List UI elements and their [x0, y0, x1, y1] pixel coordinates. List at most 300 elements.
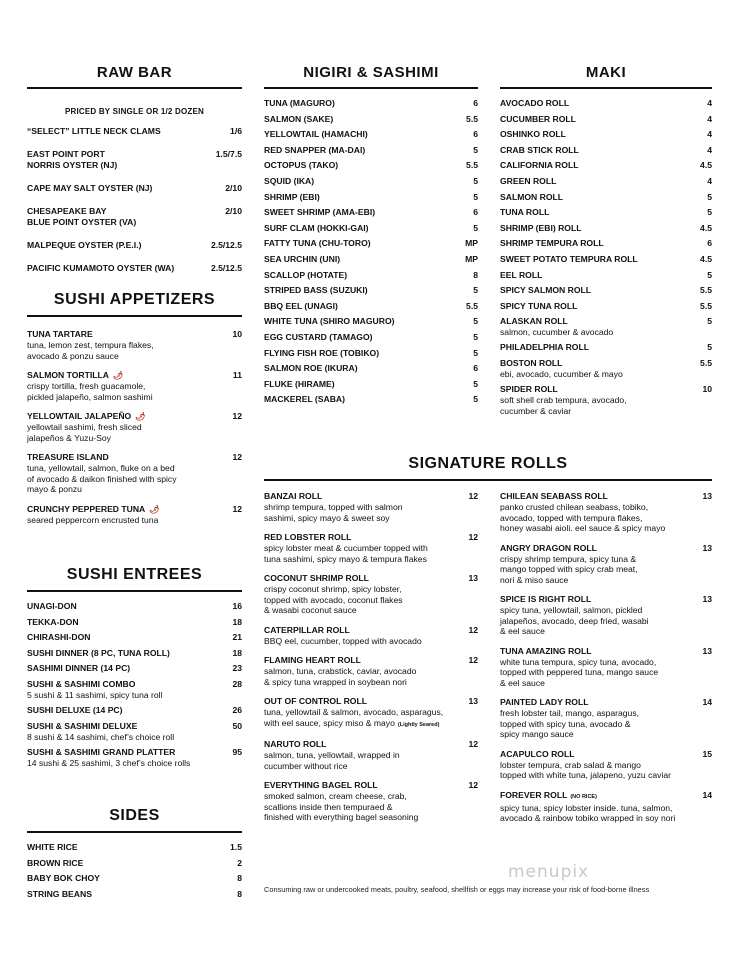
menu-item	[500, 238, 712, 249]
item-price: 2/10	[225, 206, 242, 216]
item-name-text: WHITE RICE	[27, 842, 78, 852]
item-name	[264, 114, 478, 125]
item-name-text: BBQ EEL (UNAGI)	[264, 300, 338, 311]
item-name	[264, 301, 478, 312]
item-description	[264, 636, 478, 647]
menu-item	[500, 176, 712, 187]
menu-item	[27, 206, 242, 228]
item-name	[500, 207, 712, 218]
item-price: 5.5	[466, 113, 478, 124]
item-name	[500, 384, 712, 395]
item-description-text: white tuna tempura, spicy tuna, avocado, topped with peppered tuna, mango sauce & eel sauce	[500, 656, 659, 688]
item-name	[500, 594, 712, 605]
item-name-text: PHILADELPHIA ROLL	[500, 342, 589, 353]
item-name-text: SUSHI DELUXE (14 PC)	[27, 705, 123, 716]
raw-bar-note: PRICED BY SINGLE OR 1/2 DOZEN	[64, 107, 204, 116]
item-price: 12	[468, 491, 478, 501]
item-name-text: OSHINKO ROLL	[500, 129, 566, 140]
item-price: 2/10	[225, 183, 242, 193]
item-description	[27, 732, 242, 743]
item-name-text: PAINTED LADY ROLL	[500, 697, 589, 707]
menu-item	[27, 504, 242, 526]
menu-item	[500, 594, 712, 637]
menu-item	[500, 749, 712, 781]
item-name	[27, 705, 242, 716]
menu-item	[27, 149, 242, 171]
item-name-text: “SELECT” LITTLE NECK CLAMS	[27, 126, 161, 136]
item-name-text: PACIFIC KUMAMOTO OYSTER (WA)	[27, 263, 175, 273]
item-name-text: UNAGI-DON	[27, 601, 77, 611]
item-price: 5	[473, 285, 478, 296]
item-name	[27, 632, 242, 643]
item-price: 6	[473, 98, 478, 108]
item-price: 14	[702, 789, 712, 800]
menu-item	[27, 747, 242, 769]
item-name-text: MACKEREL (SABA)	[264, 394, 346, 405]
item-price: 13	[702, 542, 712, 553]
item-price: 2.5/12.5	[210, 240, 242, 250]
item-name-text: EGG CUSTARD (TAMAGO)	[264, 331, 373, 342]
item-name	[27, 747, 242, 758]
item-price: 15	[702, 748, 712, 759]
item-price: 6	[473, 207, 478, 218]
sushi-entrees-section	[27, 566, 242, 773]
menu-item	[264, 270, 478, 281]
item-name-text: FLYING FISH ROE (TOBIKO)	[264, 347, 380, 358]
item-price: 4.5	[700, 160, 712, 171]
menu-item	[500, 254, 712, 265]
item-name	[27, 206, 242, 228]
item-description-text: ebi, avocado, cucumber & mayo	[500, 369, 623, 379]
item-name	[264, 160, 478, 171]
item-name-text: FLAMING HEART ROLL	[264, 655, 361, 665]
item-name	[500, 238, 712, 249]
item-description-text: crispy tortilla, fresh guacamole, pickled jalapeño, salmon sashimi	[27, 381, 153, 402]
item-description-text: fresh lobster tail, mango, asparagus, topped with spicy tuna, avocado & spicy mango sauce	[500, 708, 640, 739]
menu-item	[27, 452, 242, 495]
item-name-text: SHRIMP TEMPURA ROLL	[500, 238, 604, 249]
item-description-text: lobster tempura, crab salad & mango topped with white tuna, jalapeno, yuzu caviar	[500, 759, 672, 780]
menu-item	[500, 98, 712, 109]
item-description	[500, 369, 712, 380]
item-description	[264, 666, 478, 687]
item-price: 4.5	[700, 253, 712, 264]
item-price: 12	[468, 532, 478, 542]
item-name	[500, 285, 712, 296]
item-price: 5	[473, 222, 478, 233]
item-description	[500, 760, 712, 781]
item-price: 12	[232, 503, 242, 514]
item-price: 12	[232, 411, 242, 421]
item-name	[500, 176, 712, 187]
item-name-text: SWEET SHRIMP (AMA-EBI)	[264, 207, 376, 218]
menu-item	[264, 145, 478, 156]
item-name	[27, 329, 242, 340]
item-description	[264, 543, 478, 564]
item-price: 13	[468, 696, 478, 706]
item-name	[27, 858, 242, 869]
menu-item	[264, 655, 478, 687]
item-description	[27, 422, 242, 443]
item-description	[500, 803, 712, 824]
item-name	[500, 358, 712, 369]
item-description	[27, 758, 242, 769]
menu-item	[27, 679, 242, 701]
menu-item	[500, 223, 712, 234]
item-description	[264, 791, 478, 823]
item-name	[264, 532, 478, 543]
item-description	[500, 327, 712, 338]
item-name	[27, 126, 242, 137]
item-name-text: ALASKAN ROLL	[500, 316, 568, 327]
item-name	[500, 301, 712, 312]
menu-item	[27, 858, 242, 869]
maki-title: MAKI	[500, 64, 712, 89]
item-name	[27, 617, 242, 628]
item-price: 11	[232, 370, 242, 380]
item-name	[264, 270, 478, 281]
item-name	[500, 491, 712, 502]
item-description	[500, 554, 712, 586]
item-price: 5	[473, 394, 478, 405]
item-description-text: tuna, yellowtail, salmon, fluke on a bed of avocado & daikon finished with spicy mayo & ponzu	[27, 463, 177, 494]
menu-item	[264, 192, 478, 203]
menu-item	[264, 254, 478, 265]
item-price: 5.5	[700, 300, 712, 311]
item-name-text: EVERYTHING BAGEL ROLL	[264, 780, 378, 790]
menu-item	[27, 601, 242, 612]
item-description-text: crispy shrimp tempura, spicy tuna & mango topped with spicy crab meat, nori & miso sauce	[500, 553, 638, 585]
item-name	[27, 452, 242, 463]
signature-rolls-right	[500, 491, 712, 833]
item-price: 5	[473, 347, 478, 358]
menu-item	[27, 705, 242, 716]
menu-item	[27, 663, 242, 674]
item-name	[27, 601, 242, 612]
menu-item	[264, 348, 478, 359]
maki-section	[500, 64, 712, 421]
item-name	[27, 411, 242, 422]
item-name	[500, 316, 712, 327]
menu-item	[264, 394, 478, 405]
item-price: 18	[232, 616, 242, 627]
item-description-text: BBQ eel, cucumber, topped with avocado	[264, 635, 422, 646]
item-name-text: CHILEAN SEABASS ROLL	[500, 491, 608, 501]
menu-item	[27, 329, 242, 361]
signature-rolls-left	[264, 491, 478, 832]
menu-item	[264, 223, 478, 234]
item-description	[27, 515, 242, 526]
item-name-text: CUCUMBER ROLL	[500, 113, 576, 124]
item-price: 5.5	[700, 285, 712, 296]
item-price: 18	[232, 647, 242, 658]
menu-item	[264, 363, 478, 374]
item-description	[264, 584, 478, 616]
item-name-text: MALPEQUE OYSTER (P.E.I.)	[27, 240, 142, 250]
menu-item	[264, 114, 478, 125]
item-price: 6	[707, 238, 712, 249]
menu-item	[500, 285, 712, 296]
item-name-text: FOREVER ROLL	[500, 789, 568, 800]
menu-item	[27, 183, 242, 194]
item-name-text: STRING BEANS	[27, 888, 92, 899]
item-name	[264, 739, 478, 750]
menu-item	[264, 316, 478, 327]
item-name	[264, 625, 478, 636]
menu-item	[264, 625, 478, 647]
menu-item	[264, 739, 478, 771]
item-price: 13	[468, 573, 478, 583]
item-price: 14	[702, 697, 712, 707]
menu-item	[264, 379, 478, 390]
item-price: 5.5	[700, 358, 712, 368]
item-description	[500, 605, 712, 637]
menu-item	[27, 721, 242, 743]
item-description	[264, 707, 478, 730]
item-description-text: crispy coconut shrimp, spicy lobster, topped with avocado, coconut flakes & wasabi coconut sauce	[264, 584, 403, 615]
menu-item	[264, 98, 478, 109]
item-name	[27, 842, 242, 853]
menu-item	[500, 342, 712, 353]
item-description-text: spicy tuna, yellowtail, salmon, pickled jalapeños, avocado, deep fried, wasabi & eel sauce	[500, 605, 649, 636]
item-price: 1.5/7.5	[215, 149, 242, 159]
item-price: 16	[232, 601, 242, 611]
item-name	[264, 363, 478, 374]
menu-item	[500, 790, 712, 824]
item-price: MP	[465, 238, 478, 249]
item-name-text: RED LOBSTER ROLL	[264, 532, 352, 542]
item-price: 8	[237, 873, 242, 884]
signature-rolls-section	[264, 455, 712, 823]
item-price: 5	[707, 191, 712, 202]
item-price: 13	[702, 645, 712, 656]
item-name	[264, 491, 478, 502]
item-name-text: GREEN ROLL	[500, 175, 557, 186]
menu-item	[264, 332, 478, 343]
item-name-text: CRAB STICK ROLL	[500, 144, 579, 155]
item-name	[500, 342, 712, 353]
item-description-text: tuna, yellowtail & salmon, avocado, asparagus, with eel sauce, spicy miso & mayo	[264, 707, 444, 728]
item-price: 12	[468, 655, 478, 665]
item-name-text: CHESAPEAKE BAY BLUE POINT OYSTER (VA)	[27, 206, 137, 227]
item-name	[27, 504, 242, 515]
item-price: 5	[707, 342, 712, 353]
item-price: 1.5	[230, 842, 242, 852]
item-name	[264, 98, 478, 109]
item-name	[27, 183, 242, 194]
sides-section	[27, 807, 242, 904]
sushi-entrees-list	[27, 601, 242, 768]
item-description	[500, 502, 712, 534]
item-name	[264, 780, 478, 791]
item-tag: (NO RICE)	[570, 793, 597, 800]
menu-item	[264, 207, 478, 218]
item-name-text: TREASURE ISLAND	[27, 452, 109, 462]
menu-item	[264, 160, 478, 171]
item-name-text: STRIPED BASS (SUZUKI)	[264, 285, 368, 296]
menu-item	[27, 617, 242, 628]
item-price: 12	[468, 739, 478, 749]
item-name	[264, 573, 478, 584]
nigiri-section	[264, 64, 478, 410]
menu-item	[27, 873, 242, 884]
item-name-text: NARUTO ROLL	[264, 739, 327, 749]
item-name	[500, 543, 712, 554]
item-name-text: COCONUT SHRIMP ROLL	[264, 573, 369, 583]
item-name	[264, 223, 478, 234]
item-price: 12	[468, 624, 478, 635]
menu-item	[27, 126, 242, 137]
item-price: 6	[473, 129, 478, 140]
item-price: 4	[707, 98, 712, 108]
item-name-text: SALMON TORTILLA	[27, 370, 109, 380]
item-price: 4	[707, 144, 712, 155]
menu-item	[500, 384, 712, 416]
item-name-text: SPIDER ROLL	[500, 384, 558, 395]
item-description-text: 8 sushi & 14 sashimi, chef’s choice roll	[27, 731, 175, 742]
menu-item	[27, 370, 242, 402]
item-name-text: FLUKE (HIRAME)	[264, 378, 335, 389]
menu-item	[500, 129, 712, 140]
item-description-text: salmon, tuna, crabstick, caviar, avocado & spicy tuna wrapped in soybean nori	[264, 666, 417, 687]
menu-item	[500, 491, 712, 534]
item-description-text: shrimp tempura, topped with salmon sashimi, spicy mayo & sweet soy	[264, 502, 403, 523]
item-description-text: tuna, lemon zest, tempura flakes, avocado & ponzu sauce	[27, 340, 154, 361]
item-name-text: SWEET POTATO TEMPURA ROLL	[500, 253, 638, 264]
item-price: 1/6	[230, 126, 242, 136]
raw-bar-list	[27, 126, 242, 274]
chili-pepper-icon: 🌶	[149, 504, 160, 514]
sides-list	[27, 842, 242, 900]
item-name-text: SALMON (SAKE)	[264, 113, 334, 124]
menu-item	[500, 192, 712, 203]
menu-item	[27, 263, 242, 274]
watermark: menupix	[508, 862, 590, 882]
item-price: 5	[473, 316, 478, 327]
menu-item	[264, 573, 478, 616]
item-price: 26	[232, 705, 242, 716]
item-name-text: TUNA TARTARE	[27, 329, 93, 339]
sushi-appetizers-title: SUSHI APPETIZERS	[27, 291, 242, 317]
item-name	[264, 316, 478, 327]
item-name	[27, 149, 242, 171]
item-price: 4	[707, 175, 712, 186]
signature-rolls-title: SIGNATURE ROLLS	[264, 455, 712, 481]
raw-bar-section	[27, 64, 242, 286]
sushi-appetizers-list	[27, 329, 242, 525]
chili-pepper-icon: 🌶	[112, 371, 124, 380]
item-price: 4	[707, 113, 712, 124]
menu-item	[500, 160, 712, 171]
item-name-text: TUNA ROLL	[500, 207, 550, 218]
item-description-text: yellowtail sashimi, fresh sliced jalapeños & Yuzu-Soy	[27, 422, 142, 443]
item-name-text: SUSHI DINNER (8 PC, TUNA ROLL)	[27, 647, 170, 658]
item-name-text: SCALLOP (HOTATE)	[264, 269, 348, 280]
item-name	[27, 648, 242, 659]
item-name-text: SALMON ROE (IKURA)	[264, 363, 358, 374]
item-name	[264, 238, 478, 249]
item-name-text: BROWN RICE	[27, 857, 84, 868]
item-description	[264, 502, 478, 523]
item-name-text: TUNA AMAZING ROLL	[500, 645, 592, 656]
item-name-text: FATTY TUNA (CHU-TORO)	[264, 238, 371, 249]
menu-item	[500, 114, 712, 125]
menu-item	[27, 842, 242, 853]
item-description-text: smoked salmon, cream cheese, crab, scallions inside then tempuraed & finished with everything bagel seasoning	[264, 791, 419, 822]
item-name	[264, 379, 478, 390]
item-description-text: spicy tuna, spicy lobster inside. tuna, salmon, avocado & rainbow tobiko wrapped in soy nori	[500, 802, 676, 823]
menu-item	[500, 145, 712, 156]
item-price: 10	[232, 329, 242, 339]
item-name	[27, 240, 242, 251]
item-price: 50	[232, 720, 242, 731]
item-name	[27, 370, 242, 381]
menu-item	[264, 780, 478, 823]
item-name	[500, 129, 712, 140]
item-name	[27, 263, 242, 274]
item-description-text: 5 sushi & 11 sashimi, spicy tuna roll	[27, 689, 163, 700]
item-description	[27, 463, 242, 495]
item-name	[264, 129, 478, 140]
item-name	[264, 254, 478, 265]
item-description	[27, 340, 242, 361]
menu-item	[500, 697, 712, 740]
item-name	[500, 114, 712, 125]
menu-item	[27, 411, 242, 443]
item-price: 12	[232, 452, 242, 462]
menu-item	[500, 301, 712, 312]
menu-item	[500, 646, 712, 689]
item-name	[264, 696, 478, 707]
item-price: 5	[473, 175, 478, 186]
menu-item	[27, 240, 242, 251]
item-name-text: WHITE TUNA (SHIRO MAGURO)	[264, 316, 395, 327]
item-name-text: SUSHI & SASHIMI GRAND PLATTER	[27, 746, 176, 757]
item-name-text: SUSHI & SASHIMI COMBO	[27, 678, 136, 689]
menu-item	[264, 129, 478, 140]
item-price: 2.5/12.5	[210, 263, 242, 273]
menu-item	[500, 270, 712, 281]
item-price: 4	[707, 129, 712, 140]
item-description-text: salmon, cucumber & avocado	[500, 327, 614, 338]
item-name-text: CATERPILLAR ROLL	[264, 624, 350, 635]
item-price: 5	[707, 269, 712, 280]
menu-item	[27, 648, 242, 659]
item-name	[500, 98, 712, 109]
item-name	[500, 192, 712, 203]
menu-item	[27, 632, 242, 643]
item-price: 95	[232, 746, 242, 757]
item-name	[264, 285, 478, 296]
item-description	[500, 395, 712, 416]
item-price: 28	[232, 678, 242, 689]
sushi-entrees-title: SUSHI ENTREES	[27, 566, 242, 592]
item-price: 4.5	[700, 222, 712, 233]
item-name-text: TUNA (MAGURO)	[264, 98, 335, 108]
item-name	[264, 394, 478, 405]
item-name	[264, 332, 478, 343]
item-price: 8	[237, 888, 242, 899]
item-price: 5	[707, 316, 712, 327]
item-description	[500, 657, 712, 689]
item-name-text: OUT OF CONTROL ROLL	[264, 696, 367, 706]
item-name-text: YELLOWTAIL JALAPEÑO	[27, 411, 132, 421]
item-name-text: SPICY SALMON ROLL	[500, 285, 592, 296]
menu-item	[264, 532, 478, 564]
item-description	[27, 381, 242, 402]
menu-item	[264, 301, 478, 312]
item-name-text: CAPE MAY SALT OYSTER (NJ)	[27, 183, 153, 193]
